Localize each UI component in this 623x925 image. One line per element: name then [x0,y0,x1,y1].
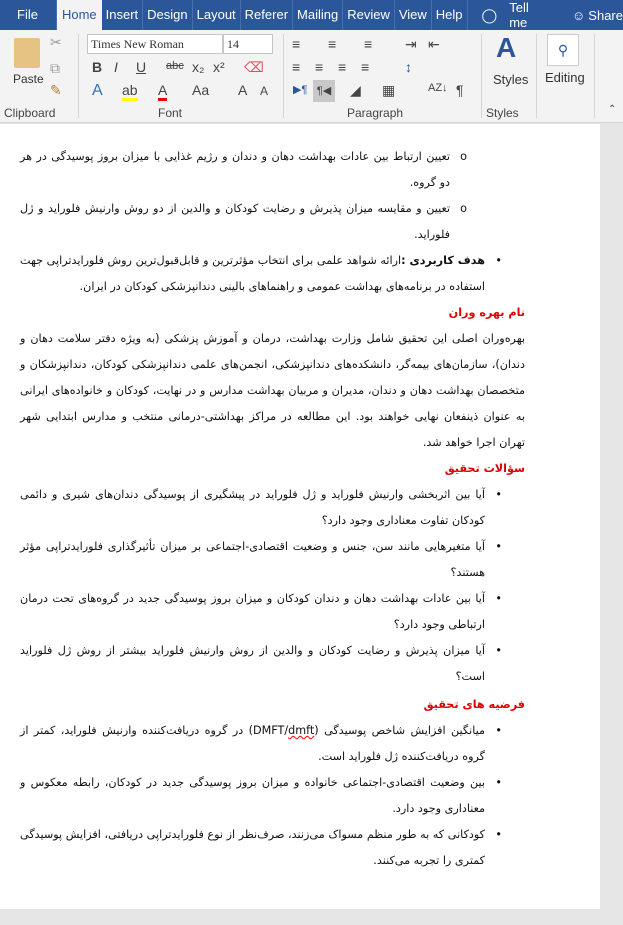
show-marks-icon[interactable]: ¶ [456,82,464,98]
copy-icon[interactable]: ⧉ [50,60,60,76]
tell-me[interactable]: Tell me [509,0,529,30]
numbering-icon[interactable]: ≡ [328,36,337,52]
font-color-icon[interactable]: A [158,82,167,101]
beneficiaries-heading: نام بهره وران [448,306,525,319]
list-item: o تعیین ارتباط بین عادات بهداشت دهان و دندان و رژیم غذایی با میزان بروز پوسیدگی در هر دو گروه. [20,144,525,196]
shading-icon[interactable]: ◢ [350,82,361,98]
highlight-icon[interactable]: ab [122,82,138,101]
ribbon-tabs [0,0,623,30]
hypotheses-heading: فرضیه های تحقیق [423,698,525,711]
cut-icon[interactable]: ✂ [50,34,62,50]
scrollbar[interactable] [600,124,623,925]
decrease-indent-icon[interactable]: ⇥ [405,36,417,52]
bullet-icon: • [495,254,502,267]
group-paragraph: Paragraph [347,106,404,120]
lightbulb-icon[interactable]: ◯ [481,6,498,23]
list-item: • آیا بین اثربخشی وارنیش فلوراید و ژل فلوراید در پیشگیری از پوسیدگی دندان‌های شیری و دائمی کودکان تفاوت معناداری وجود دارد؟ [20,482,525,534]
borders-icon[interactable]: ▦ [382,82,396,98]
bullet-icon: • [495,828,502,841]
clear-formatting-icon[interactable]: ⌫ [244,59,264,75]
tab-mailings[interactable]: Mailing [293,0,343,30]
list-item: • بین وضعیت اقتصادی-اجتماعی خانواده و میزان بروز پوسیدگی جدید در کودکان، رابطه معکوس و معناداری وجود دارد. [20,770,525,822]
align-center-icon[interactable]: ≡ [315,59,324,75]
sub-bullet-icon: o [460,202,467,215]
bullet-icon: • [495,724,502,737]
sort-icon[interactable]: AZ↓ [428,82,448,94]
bullet-icon: • [495,540,502,553]
increase-indent-icon[interactable]: ⇤ [428,36,440,52]
align-right-icon[interactable]: ≡ [338,59,347,75]
bullet-icon: • [495,592,502,605]
list-item: o تعیین و مقایسه میزان پذیرش و رضایت کودکان و والدین از دو روش وارنیش فلوراید و ژل فلوراید. [20,196,525,248]
styles-button[interactable]: Styles [493,72,529,87]
line-spacing-icon[interactable]: ↕ [405,59,412,75]
subscript-icon[interactable]: x₂ [192,59,205,75]
bullet-icon: • [495,776,502,789]
change-case-icon[interactable]: Aa [192,82,210,98]
list-item: • آیا میزان پذیرش و رضایت کودکان و والدین از روش وارنیش فلوراید بیشتر از روش ژل فلوراید است؟ [20,638,525,690]
tab-references[interactable]: Referer [241,0,293,30]
list-item: • هدف کاربردی :ارائه شواهد علمی برای انتخاب مؤثرترین و قابل‌قبول‌ترین روش فلورایدتراپی جهت استفاده در برنامه‌های بهداشت عمومی و راهنماهای بالینی دندانپزشکی کودکان در ایران. [20,248,525,300]
beneficiaries-paragraph: بهره‌وران اصلی این تحقیق شامل وزارت بهداشت، درمان و آموزش پزشکی (به ویژه دفتر سلامت دهان و دندان)، سازمان‌های بیمه‌گر، دانشکده‌های دندانپزشکی، انجمن‌های علمی دندانپزشکی کودکان، دندانپزشکان و متخصصان بهداشت دهان و دندان، مدیران و مربیان بهداشت مدارس و در نهایت، کودکان و خانواده‌های ایرانی به عنوان ذینفعان نهایی خواهند بود. این مطالعه در مراکز بهداشتی-درمانی منتخب و مدارس ابتدایی شهر تهران اجرا خواهد شد. [20,332,525,449]
share-icon[interactable]: ☺ [572,7,586,23]
format-painter-icon[interactable]: ✎ [50,82,62,98]
tab-home[interactable]: Home [57,0,102,30]
tab-design[interactable]: Design [143,0,192,30]
bullets-icon[interactable]: ≡ [292,36,301,52]
list-item: • میانگین افزایش شاخص پوسیدگی (dmft/DMFT) در گروه دریافت‌کننده وارنیش فلوراید، کمتر از گروه دریافت‌کننده ژل فلوراید است. [20,718,525,770]
bullet-icon: • [495,488,502,501]
document-body [20,144,525,874]
rtl-icon[interactable]: ¶◀ [313,80,335,102]
underline-icon[interactable]: U [136,59,147,75]
italic-icon[interactable]: I [114,59,118,75]
font-size-select[interactable]: 14 [223,34,273,54]
text-effects-icon[interactable]: A [92,82,103,99]
styles-icon[interactable]: A [496,32,517,63]
applied-goal-label: هدف کاربردی : [401,254,486,267]
paste-icon[interactable] [14,38,40,68]
multilevel-list-icon[interactable]: ≡ [364,36,373,52]
tab-insert[interactable]: Insert [102,0,144,30]
bold-icon[interactable]: B [92,59,103,75]
sub-bullet-icon: o [460,150,467,163]
justify-icon[interactable]: ≡ [361,59,370,75]
search-icon[interactable]: ⚲ [547,34,579,66]
misspelled-word[interactable]: dmft [288,724,315,737]
list-item: • آیا متغیرهایی مانند سن، جنس و وضعیت اقتصادی-اجتماعی بر میزان تأثیرگذاری فلورایدتراپی مؤثر هستند؟ [20,534,525,586]
align-left-icon[interactable]: ≡ [292,59,301,75]
ltr-icon[interactable]: ▶¶ [293,84,308,96]
superscript-icon[interactable]: x² [213,59,225,75]
bullet-icon: • [495,644,502,657]
ribbon [0,30,623,123]
font-name-select[interactable]: Times New Roman [87,34,223,54]
share-button[interactable]: Share [588,7,623,23]
paste-button[interactable]: Paste [13,72,44,86]
tab-file[interactable]: File [0,0,57,30]
list-item: • کودکانی که به طور منظم مسواک می‌زنند، صرف‌نظر از نوع فلورایدتراپی دریافتی، افزایش پوسیدگی کمتری را تجربه می‌کنند. [20,822,525,874]
grow-font-icon[interactable]: A [238,82,248,98]
questions-heading: سؤالات تحقیق [444,462,525,475]
collapse-ribbon-icon[interactable]: ⌃ [608,104,617,115]
group-font: Font [158,106,183,120]
strikethrough-icon[interactable]: abc [166,60,184,72]
tab-view[interactable]: View [395,0,432,30]
group-clipboard: Clipboard [4,106,56,120]
list-item: • آیا بین عادات بهداشت دهان و دندان کودکان و میزان بروز پوسیدگی جدید در گروه‌های تحت درمان ارتباطی وجود دارد؟ [20,586,525,638]
tab-layout[interactable]: Layout [193,0,241,30]
tab-help[interactable]: Help [432,0,468,30]
shrink-font-icon[interactable]: A [260,84,269,98]
tab-review[interactable]: Review [343,0,395,30]
editing-button[interactable]: Editing [545,70,585,85]
group-styles: Styles [486,106,519,120]
